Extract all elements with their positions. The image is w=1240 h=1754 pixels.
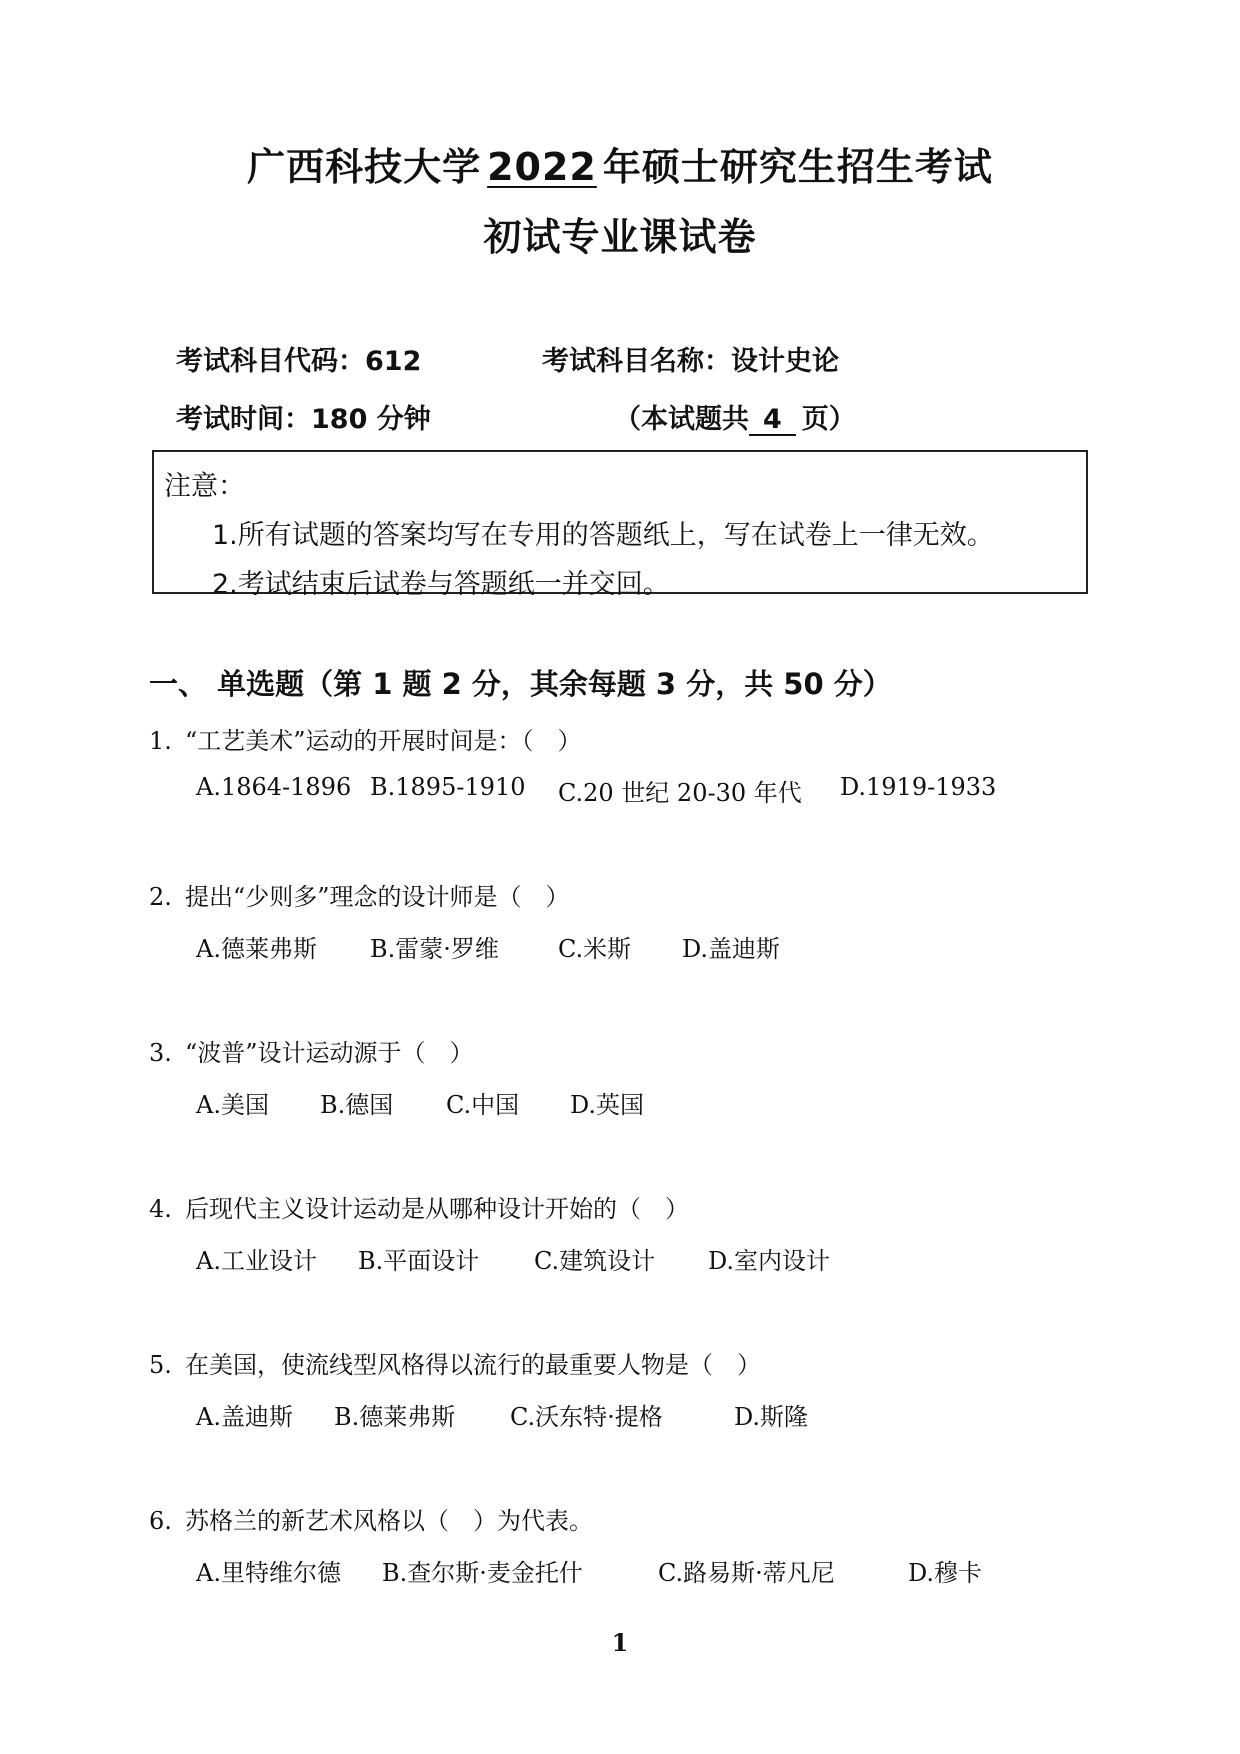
question-number: 5. — [149, 1351, 172, 1379]
question-stem — [149, 877, 570, 912]
question-option: D.斯隆 — [734, 1403, 809, 1431]
question-stem — [149, 1189, 689, 1224]
question-number: 4. — [149, 1195, 172, 1223]
question-text: 提出“少则多”理念的设计师是（ ） — [185, 883, 570, 911]
notice-item: 2.考试结束后试卷与答题纸一并交回。 — [212, 569, 670, 600]
question-option: C.中国 — [446, 1091, 520, 1119]
question-option: D.英国 — [570, 1091, 645, 1119]
question-text: “工艺美术”运动的开展时间是：（ ） — [185, 727, 582, 755]
question-number: 6. — [149, 1507, 172, 1535]
question-stem — [149, 1033, 474, 1068]
question-text: 后现代主义设计运动是从哪种设计开始的（ ） — [185, 1195, 689, 1223]
question-option: B.平面设计 — [358, 1247, 480, 1275]
question-option: D.1919-1933 — [840, 773, 997, 801]
page-number: 1 — [611, 1628, 629, 1657]
question-option: C.20 世纪 20-30 年代 — [558, 779, 802, 807]
question-text: 苏格兰的新艺术风格以（ ）为代表。 — [185, 1507, 593, 1535]
page-count-value: 4 — [749, 406, 796, 436]
question-option: D.室内设计 — [708, 1247, 831, 1275]
question-option: B.德莱弗斯 — [334, 1403, 456, 1431]
question-option: C.建筑设计 — [534, 1247, 656, 1275]
page-count — [614, 397, 856, 436]
question-option: A.里特维尔德 — [196, 1559, 341, 1587]
question-text: 在美国，使流线型风格得以流行的最重要人物是（ ） — [185, 1351, 761, 1379]
question-option: A.德莱弗斯 — [196, 935, 317, 963]
question-option: B.德国 — [320, 1091, 394, 1119]
page-count-suffix: 页） — [801, 404, 856, 435]
question-option: A.工业设计 — [196, 1247, 317, 1275]
university-name: 广西科技大学 — [247, 145, 482, 189]
question-option: D.穆卡 — [908, 1559, 983, 1587]
question-text: “波普”设计运动源于（ ） — [185, 1039, 474, 1067]
question-stem — [149, 1501, 593, 1536]
section-title: 一、 单选题（第 1 题 2 分，其余每题 3 分，共 50 分） — [149, 667, 892, 701]
question-option: A.1864-1896 — [196, 773, 352, 801]
question-stem — [149, 721, 582, 756]
question-option: A.美国 — [196, 1091, 269, 1119]
question-stem — [149, 1345, 761, 1380]
question-number: 1. — [149, 727, 172, 755]
exam-subtitle: 初试专业课试卷 — [483, 215, 757, 259]
question-option: B.1895-1910 — [370, 773, 526, 801]
subject-name: 考试科目名称：设计史论 — [542, 346, 839, 377]
subject-code: 考试科目代码：612 — [176, 346, 422, 377]
exam-year: 2022 — [487, 145, 597, 189]
question-number: 2. — [149, 883, 172, 911]
question-option: D.盖迪斯 — [682, 935, 781, 963]
question-option: C.米斯 — [558, 935, 632, 963]
question-option: C.沃东特·提格 — [510, 1403, 663, 1431]
page-count-prefix: （本试题共 — [614, 404, 749, 435]
question-option: C.路易斯·蒂凡尼 — [658, 1559, 835, 1587]
exam-duration: 考试时间：180 分钟 — [176, 404, 431, 435]
question-number: 3. — [149, 1039, 172, 1067]
question-option: B.雷蒙·罗维 — [370, 935, 499, 963]
question-option: A.盖迪斯 — [196, 1403, 293, 1431]
notice-item: 1.所有试题的答案均写在专用的答题纸上，写在试卷上一律无效。 — [212, 520, 994, 551]
title-suffix: 年硕士研究生招生考试 — [602, 145, 993, 189]
exam-title — [0, 136, 1240, 191]
notice-heading: 注意： — [164, 471, 245, 502]
question-option: B.查尔斯·麦金托什 — [382, 1559, 583, 1587]
